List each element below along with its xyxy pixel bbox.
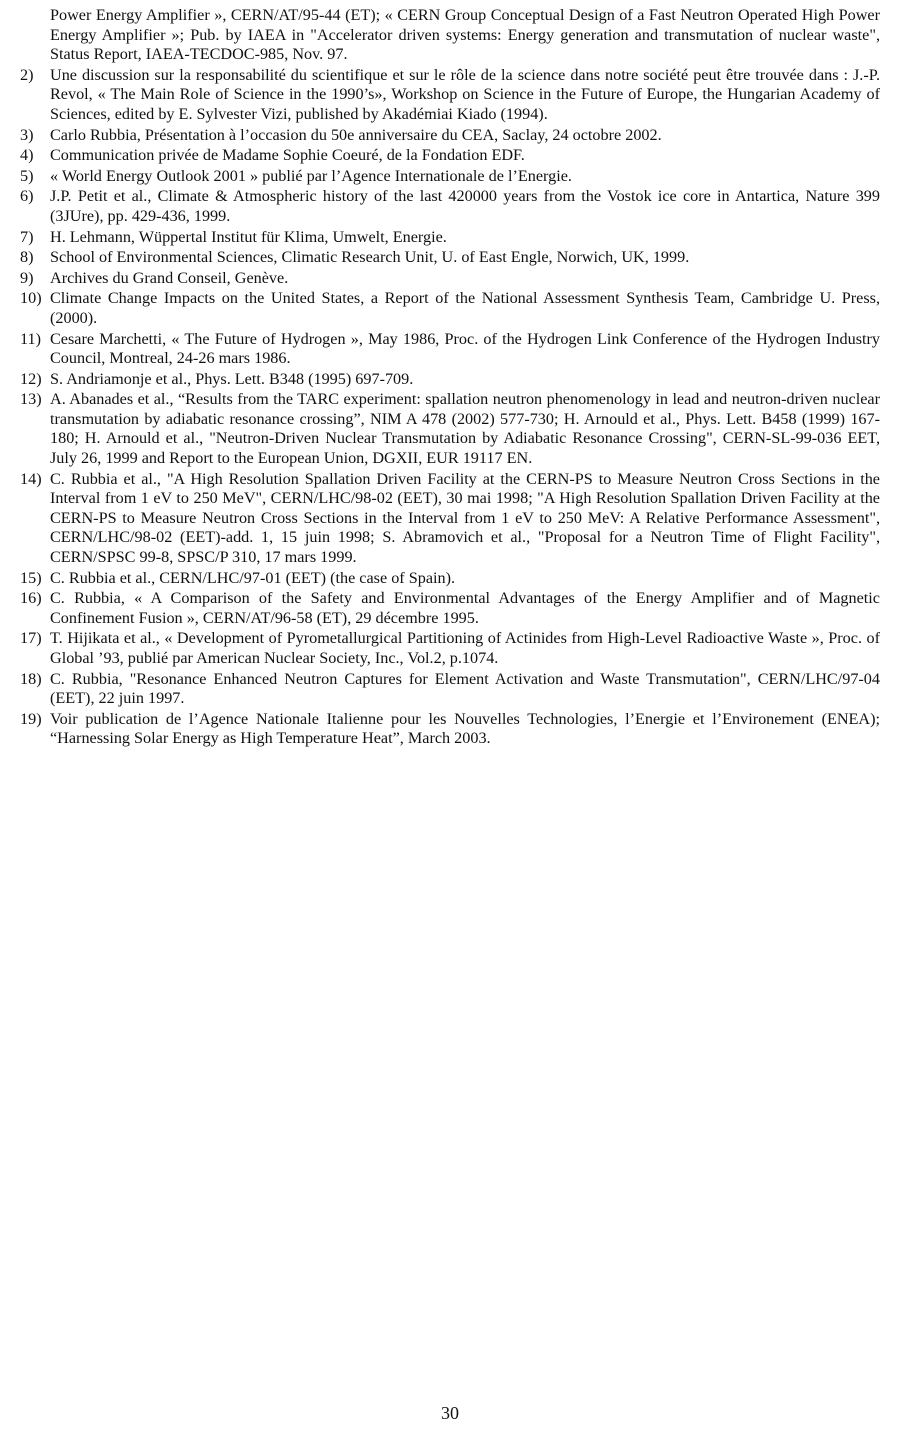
reference-number: 16) [20, 589, 42, 608]
reference-item [20, 289, 880, 328]
reference-item [20, 248, 880, 268]
reference-item [20, 6, 880, 65]
reference-item [20, 126, 880, 146]
reference-item [20, 629, 880, 668]
reference-text: A. Abanades et al., “Results from the TARC experiment: spallation neutron phenomenology in lead and neutron-driven nuclear transmutation by adiabatic resonance crossing”, NIM A 478 (2002) 577-730; H. Arnould et al., Phys. Lett. B458 (1999) 167-180; H. Arnould et al., "Neutron-Driven Nuclear Transmutation by Adiabatic Resonance Crossing", CERN-SL-99-036 EET, July 26, 1999 and Report to the European Union, DGXII, EUR 19117 EN. [50, 390, 880, 468]
reference-text: Power Energy Amplifier », CERN/AT/95-44 (ET); « CERN Group Conceptual Design of a Fast Neutron Operated High Power Energy Amplifier »; Pub. by IAEA in "Accelerator driven systems: Energy generation and transmutation of nuclear waste", Status Report, IAEA-TECDOC-985, Nov. 97. [50, 6, 880, 64]
reference-text: Une discussion sur la responsabilité du scientifique et sur le rôle de la science dans notre société peut être trouvée dans : J.-P. Revol, « The Main Role of Science in the 1990’s», Workshop on Science in the Future of Europe, the Hungarian Academy of Sciences, edited by E. Sylvester Vizi, published by Akadémiai Kiado (1994). [50, 65, 880, 123]
reference-text: Climate Change Impacts on the United States, a Report of the National Assessment Synthesis Team, Cambridge U. Press, (2000). [50, 289, 880, 327]
reference-text: S. Andriamonje et al., Phys. Lett. B348 (1995) 697-709. [50, 369, 414, 388]
reference-number: 15) [20, 568, 42, 587]
reference-number: 17) [20, 629, 42, 648]
reference-text: C. Rubbia, « A Comparison of the Safety and Environmental Advantages of the Energy Amplifier and of Magnetic Confinement Fusion », CERN/AT/96-58 (ET), 29 décembre 1995. [50, 589, 880, 627]
reference-item [20, 589, 880, 628]
reference-list [20, 6, 880, 750]
reference-item [20, 390, 880, 468]
reference-number: 4) [20, 146, 34, 165]
reference-item [20, 710, 880, 749]
reference-text: T. Hijikata et al., « Development of Pyrometallurgical Partitioning of Actinides from High-Level Radioactive Waste », Proc. of Global ’93, publié par American Nuclear Society, Inc., Vol.2, p.1074. [50, 629, 880, 667]
reference-item [20, 670, 880, 709]
reference-text: Carlo Rubbia, Présentation à l’occasion du 50e anniversaire du CEA, Saclay, 24 octobre 2002. [50, 125, 662, 144]
reference-text: School of Environmental Sciences, Climatic Research Unit, U. of East Engle, Norwich, UK, 1999. [50, 248, 690, 267]
reference-text: C. Rubbia et al., "A High Resolution Spallation Driven Facility at the CERN-PS to Measure Neutron Cross Sections in the Interval from 1 eV to 250 MeV", CERN/LHC/98-02 (EET), 30 mai 1998; "A High Resolution Spallation Driven Facility at the CERN-PS to Measure Neutron Cross Sections in the Interval from 1 eV to 250 MeV: A Relative Performance Assessment", CERN/LHC/98-02 (EET)-add. 1, 15 juin 1998; S. Abramovich et al., "Proposal for a Neutron Time of Flight Facility", CERN/SPSC 99-8, SPSC/P 310, 17 mars 1999. [50, 469, 880, 567]
reference-text: « World Energy Outlook 2001 » publié par l’Agence Internationale de l’Energie. [50, 166, 572, 185]
reference-number: 18) [20, 669, 42, 688]
reference-text: H. Lehmann, Wüppertal Institut für Klima, Umwelt, Energie. [50, 227, 447, 246]
reference-number: 2) [20, 65, 34, 84]
reference-text: J.P. Petit et al., Climate & Atmospheric history of the last 420000 years from the Vostok ice core in Antartica, Nature 399 (3JUre), pp. 429-436, 1999. [50, 187, 880, 225]
reference-text: C. Rubbia, "Resonance Enhanced Neutron Captures for Element Activation and Waste Transmutation", CERN/LHC/97-04 (EET), 22 juin 1997. [50, 669, 880, 708]
reference-item [20, 167, 880, 187]
reference-number: 11) [20, 329, 41, 348]
reference-number: 12) [20, 369, 42, 388]
reference-item [20, 470, 880, 568]
reference-item [20, 66, 880, 125]
reference-item [20, 146, 880, 166]
reference-text: C. Rubbia et al., CERN/LHC/97-01 (EET) (the case of Spain). [50, 568, 456, 587]
reference-number: 5) [20, 166, 34, 185]
reference-number: 6) [20, 187, 34, 206]
reference-item [20, 370, 880, 390]
reference-text: Archives du Grand Conseil, Genève. [50, 268, 289, 287]
reference-text: Communication privée de Madame Sophie Coeuré, de la Fondation EDF. [50, 146, 525, 165]
reference-number: 3) [20, 125, 34, 144]
page-number: 30 [441, 1403, 459, 1423]
reference-item [20, 187, 880, 226]
reference-item [20, 228, 880, 248]
reference-text: Voir publication de l’Agence Nationale Italienne pour les Nouvelles Technologies, l’Energie et l’Environement (ENEA); “Harnessing Solar Energy as High Temperature Heat”, March 2003. [50, 709, 880, 748]
reference-item [20, 569, 880, 589]
reference-number: 13) [20, 390, 42, 409]
reference-item [20, 330, 880, 369]
reference-number: 7) [20, 227, 34, 246]
reference-number: 14) [20, 469, 42, 488]
reference-number: 8) [20, 248, 34, 267]
reference-number: 19) [20, 709, 42, 728]
reference-number: 9) [20, 268, 34, 287]
reference-text: Cesare Marchetti, « The Future of Hydrogen », May 1986, Proc. of the Hydrogen Link Conference of the Hydrogen Industry Council, Montreal, 24-26 mars 1986. [50, 329, 880, 368]
reference-item [20, 269, 880, 289]
reference-number: 10) [20, 289, 42, 308]
